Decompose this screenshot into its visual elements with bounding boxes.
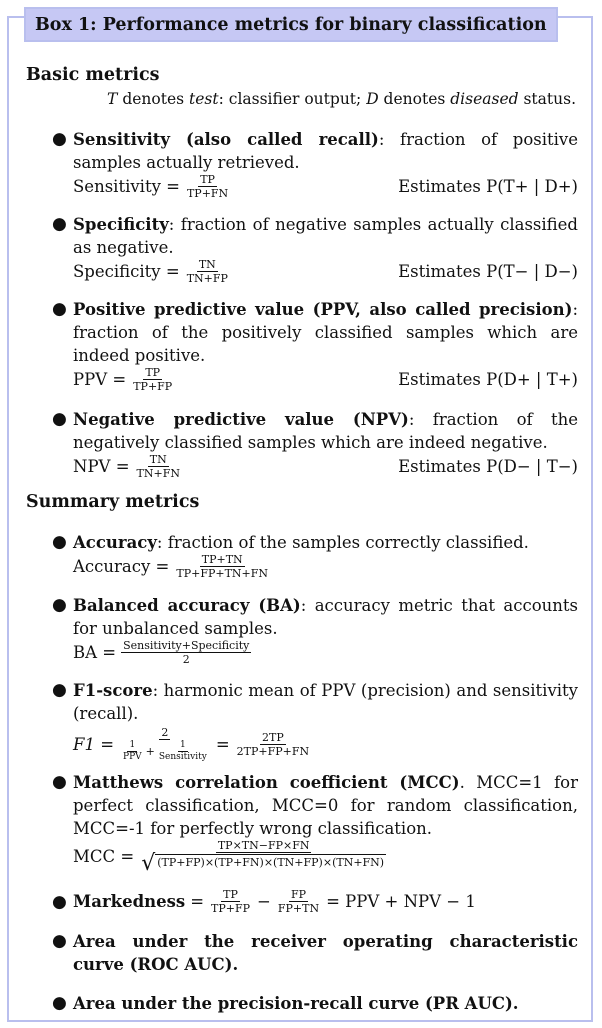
fraction-numerator: FP (290, 888, 306, 901)
bullet: ● (52, 129, 67, 149)
summary-metrics-heading: Summary metrics (26, 492, 200, 512)
mcc-desc: . MCC=1 for perfect classification, MCC=0 for random classification, MCC=-1 for perfectly wrong classification. (73, 773, 578, 838)
bullet: ● (52, 299, 67, 319)
accuracy-lhs: Accuracy = (73, 556, 170, 576)
mcc-lhs: MCC = (73, 847, 135, 866)
fraction-numerator: 2 (161, 726, 169, 739)
fraction-denominator: FP+TN (277, 902, 320, 915)
roc-auc-item (52, 930, 578, 976)
ba-formula (73, 640, 578, 665)
pr-auc-term: Area under the precision-recall curve (PR AUC). (73, 994, 519, 1013)
bullet: ● (52, 409, 67, 429)
fraction-denominator: TP+FP+TN+FN (176, 567, 269, 580)
bullet: ● (52, 532, 67, 552)
inner-fraction-ppv (121, 741, 144, 762)
bullet: ● (52, 993, 67, 1013)
sensitivity-estimate: Estimates P(T+ | D+) (398, 176, 578, 196)
f1-item (52, 679, 578, 762)
fraction-numerator: TP (145, 366, 161, 379)
bullet: ● (52, 892, 67, 912)
bullet: ● (52, 680, 67, 700)
fraction-numerator: Sensitivity+Specificity (123, 639, 250, 652)
ba-fraction (121, 640, 251, 665)
accuracy-formula (73, 554, 578, 579)
npv-item (52, 408, 578, 479)
sensitivity-fraction (185, 174, 230, 199)
npv-estimate: Estimates P(D− | T−) (398, 456, 578, 476)
notation-note (107, 90, 576, 108)
f1-lhs: F1 = (73, 734, 115, 754)
box-title-text: Box 1: Performance metrics for binary classification (35, 14, 547, 35)
bullet: ● (52, 214, 67, 234)
fraction-numerator: TP+TN (201, 553, 243, 566)
bullet: ● (52, 595, 67, 615)
fraction-numerator: TN (149, 453, 167, 466)
specificity-lhs: Specificity = (73, 261, 180, 281)
mcc-item (52, 771, 578, 874)
markedness-term: Markedness (73, 892, 186, 911)
pr-auc-item (52, 992, 578, 1015)
sensitivity-desc: : fraction of positive samples actually retrieved. (73, 130, 578, 172)
fraction-denominator: 2 (182, 653, 190, 666)
ba-desc: : accuracy metric that accounts for unbalanced samples. (73, 596, 578, 638)
specificity-estimate: Estimates P(T− | D−) (398, 261, 578, 281)
fraction-denominator (139, 853, 388, 874)
fraction-denominator: PPV (123, 752, 142, 762)
fraction-numerator: TP×TN−FP×FN (217, 839, 310, 852)
markedness-item (52, 889, 578, 914)
mcc-formula (73, 840, 578, 874)
accuracy-fraction (174, 554, 270, 579)
fraction-denominator: TP+FP (133, 380, 173, 393)
bullet: ● (52, 931, 67, 951)
plus-sign: + (145, 745, 155, 758)
specificity-fraction (185, 259, 230, 284)
fraction-denominator (119, 740, 211, 762)
note-d: D (366, 90, 379, 108)
npv-formula (73, 454, 578, 479)
note-mid1: denotes (117, 90, 190, 108)
npv-lhs: NPV = (73, 456, 130, 476)
sensitivity-formula (73, 174, 578, 199)
specificity-item (52, 213, 578, 284)
ppv-formula (73, 367, 578, 392)
fraction-numerator: TP (200, 173, 215, 186)
sqrt-sign: √ (141, 851, 156, 876)
box-title (24, 7, 558, 42)
ppv-item (52, 298, 578, 392)
accuracy-item (52, 531, 578, 579)
sensitivity-lhs: Sensitivity = (73, 176, 180, 196)
note-t: T (107, 90, 118, 108)
fraction-denominator: Sensitivity (158, 752, 207, 762)
accuracy-term: Accuracy (73, 533, 157, 552)
fraction-numerator: TP (223, 888, 238, 901)
fraction-numerator: 2TP (262, 731, 284, 744)
basic-metrics-heading: Basic metrics (26, 65, 160, 85)
bullet: ● (52, 772, 67, 792)
sensitivity-item (52, 128, 578, 199)
f1-fraction (119, 727, 211, 762)
minus-sign: − (257, 892, 271, 911)
roc-auc-term: Area under the receiver operating characteristic curve (ROC AUC). (73, 932, 578, 974)
ba-term: Balanced accuracy (BA) (73, 596, 301, 615)
ppv-estimate: Estimates P(D+ | T+) (398, 369, 578, 389)
sensitivity-term: Sensitivity (also called recall) (73, 130, 379, 149)
f1-desc: : harmonic mean of PPV (precision) and sensitivity (recall). (73, 681, 578, 723)
specificity-term: Specificity (73, 215, 169, 234)
specificity-desc: : fraction of negative samples actually classified as negative. (73, 215, 578, 257)
ppv-lhs: PPV = (73, 369, 127, 389)
equals-sign: = (190, 892, 205, 911)
npv-desc: : fraction of the negatively classified samples which are indeed negative. (73, 410, 578, 452)
note-test: test (189, 90, 219, 108)
f1-formula (73, 727, 578, 762)
fraction-numerator: TN (198, 258, 216, 271)
markedness-fraction-2 (276, 889, 321, 914)
f1-simplified-fraction (235, 732, 311, 757)
fraction-denominator: TP+FN (186, 187, 229, 200)
markedness-rhs: = PPV + NPV − 1 (326, 892, 476, 911)
f1-term: F1-score (73, 681, 153, 700)
sqrt-content: (TP+FP)×(TP+FN)×(TN+FP)×(TN+FN) (155, 854, 386, 874)
fraction-denominator: 2TP+FP+FN (236, 745, 310, 758)
fraction-denominator: TP+FP (211, 902, 251, 915)
ppv-fraction (131, 367, 174, 392)
npv-fraction (135, 454, 182, 479)
note-mid2: : classifier output; (218, 90, 367, 108)
npv-term: Negative predictive value (NPV) (73, 410, 409, 429)
equals-sign: = (215, 734, 230, 754)
ba-lhs: BA = (73, 642, 117, 662)
note-end: status. (518, 90, 576, 108)
balanced-accuracy-item (52, 594, 578, 665)
inner-fraction-sensitivity (157, 741, 209, 762)
fraction-numerator: 1 (179, 740, 186, 750)
ppv-desc: : fraction of the positively classified samples which are indeed positive. (73, 300, 578, 365)
fraction-denominator: TN+FN (136, 467, 180, 480)
note-diseased: diseased (450, 90, 519, 108)
mcc-fraction (139, 840, 388, 874)
accuracy-desc: : fraction of the samples correctly classified. (156, 533, 529, 552)
ppv-term: Positive predictive value (PPV, also called precision) (73, 300, 573, 319)
specificity-formula (73, 259, 578, 284)
markedness-fraction-1 (209, 889, 252, 914)
mcc-term: Matthews correlation coefficient (MCC) (73, 773, 460, 792)
note-mid3: denotes (378, 90, 451, 108)
fraction-denominator: TN+FP (186, 272, 228, 285)
fraction-numerator: 1 (129, 740, 136, 750)
